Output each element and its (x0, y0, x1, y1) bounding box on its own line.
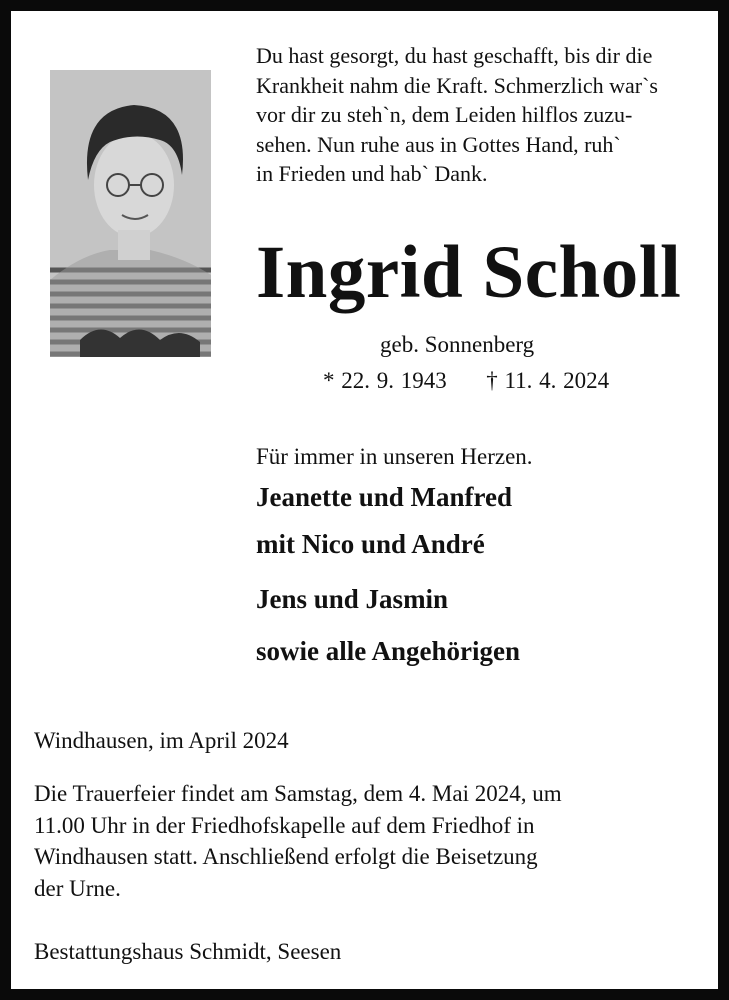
mourner: Jens und Jasmin (256, 584, 449, 614)
mourner: Jeanette und Manfred (256, 482, 512, 512)
birth-date: * 22. 9. 1943 (323, 368, 447, 393)
ceremony-text (34, 778, 562, 904)
ceremony-line: Windhausen statt. Anschließend erfolgt die Beisetzung (34, 844, 538, 869)
poem-line: sehen. Nun ruhe aus in Gottes Hand, ruh` (256, 131, 621, 157)
poem-line: Krankheit nahm die Kraft. Schmerzlich war`s (256, 72, 658, 98)
memorial-line: Für immer in unseren Herzen. (256, 444, 533, 469)
funeral-home: Bestattungshaus Schmidt, Seesen (34, 939, 342, 964)
portrait-photo (50, 70, 211, 357)
maiden-name: geb. Sonnenberg (380, 332, 535, 357)
ceremony-line: Die Trauerfeier findet am Samstag, dem 4. Mai 2024, um (34, 781, 562, 806)
deceased-name: Ingrid Scholl (256, 231, 682, 314)
poem-line: vor dir zu steh`n, dem Leiden hilflos zuzu- (256, 102, 633, 127)
poem-line: Du hast gesorgt, du hast geschafft, bis dir die (256, 43, 653, 68)
death-date: † 11. 4. 2024 (486, 368, 610, 393)
mourner: mit Nico und André (256, 529, 485, 559)
life-dates (323, 368, 609, 394)
place-date: Windhausen, im April 2024 (34, 728, 289, 753)
poem (256, 41, 658, 189)
poem-line: in Frieden und hab` Dank. (256, 161, 488, 186)
mourner: sowie alle Angehörigen (256, 636, 520, 666)
ceremony-line: der Urne. (34, 875, 121, 901)
ceremony-line: 11.00 Uhr in der Friedhofskapelle auf dem Friedhof in (34, 812, 535, 838)
